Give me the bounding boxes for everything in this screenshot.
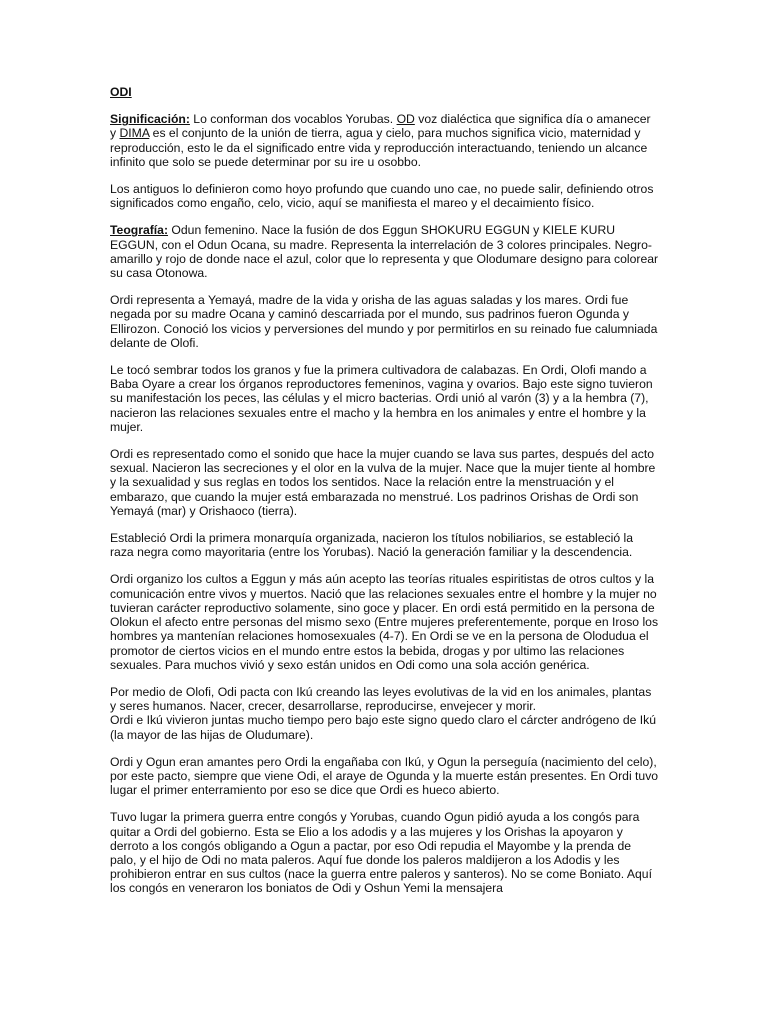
teografia-text: Odun femenino. Nace la fusión de dos Eggun SHOKURU EGGUN y KIELE KURU EGGUN, con el Odun Ocana, su madre. Representa la interrelación de 3 colores principales. Negro-amarillo y rojo de donde nace el azul, color que lo representa y que Olodumare designo para colorear su casa Otonowa. bbox=[110, 223, 659, 281]
significacion-word-dima: DIMA bbox=[119, 126, 150, 141]
document-title: ODI bbox=[110, 85, 132, 99]
paragraph-ogun: Ordi y Ogun eran amantes pero Ordi la engañaba con Ikú, y Ogun la perseguía (nacimiento del celo), por este pacto, siempre que viene Odi, el araye de Ogunda y la muerte están presentes. En Ordi tuvo lugar el primer enterramiento por eso se dice que Ordi es hueco abierto. bbox=[110, 754, 659, 798]
paragraph-granos: Le tocó sembrar todos los granos y fue la primera cultivadora de calabazas. En Ordi, Olofi mando a Baba Oyare a crear los órganos reproductores femeninos, vagina y ovarios. Bajo este signo tuvieron su manifestación los peces, las células y el micro bacterias. Ordi unió al varón (3) y a la hembra (7), nacieron las relaciones sexuales entre el macho y la hembra en los animales y entre el hombre y la mujer. bbox=[110, 363, 653, 434]
paragraph-cultos-eggun: Ordi organizo los cultos a Eggun y más aún acepto las teorías rituales espiritistas de otros cultos y la comunicación entre vivos y muertos. Nació que las relaciones sexuales entre el hombre y la mujer no tuvieran carácter reproductivo solamente, sino goce y placer. En ordi está permitido en la persona de Olokun el afecto entre personas del mismo sexo (Entre mujeres preferentemente, porque en Iroso los hombres ya mantenían relaciones homosexuales (4-7). En Ordi se ve en la persona de Olodudua el promotor de ciertos vicios en el mundo entre estos la bebida, drogas y por ultimo las relaciones sexuales. Para muchos vivió y sexo están unidos en Odi como una sola acción genérica. bbox=[110, 572, 659, 672]
paragraph-olofi-iku bbox=[110, 685, 660, 742]
document-page bbox=[110, 85, 660, 909]
significacion-word-od: OD bbox=[396, 112, 415, 127]
paragraph-antiguos: Los antiguos lo definieron como hoyo profundo que cuando uno cae, no puede salir, definiendo otros significados como engaño, celo, vicio, aquí se manifiesta el mareo y el decaimiento físico. bbox=[110, 182, 654, 211]
paragraph-significacion bbox=[110, 112, 660, 169]
significacion-label: Significación: bbox=[110, 112, 190, 127]
teografia-label: Teografía: bbox=[110, 223, 169, 238]
olofi-iku-line-1: Por medio de Olofi, Odi pacta con Ikú creando las leyes evolutivas de la vid en los animales, plantas y seres humanos. Nacer, crecer, desarrollarse, reproducirse, envejecer y morir. bbox=[110, 684, 652, 714]
paragraph-yemaya: Ordi representa a Yemayá, madre de la vida y orisha de las aguas saladas y los mares. Ordi fue negada por su madre Ocana y caminó descarriada por el mundo, sus padrinos fueron Ogunda y Ellirozon. Conoció los vicios y perversiones del mundo y por permitirlos en su reinado fue calumniada delante de Olofi. bbox=[110, 293, 658, 350]
paragraph-guerra: Tuvo lugar la primera guerra entre congós y Yorubas, cuando Ogun pidió ayuda a los congós para quitar a Ordi del gobierno. Esta se Elio a los adodis y a las mujeres y los Orishas la apoyaron y derroto a los congós obligando a Ogun a pactar, por eso Odi repudia el Mayombe y la prenda de palo, y el hijo de Odi no mata paleros. Aquí fue donde los paleros maldijeron a los Adodis y les prohibieron entrar en sus cultos (nace la guerra entre paleros y santeros). No se come Boniato. Aquí los congós en veneraron los boniatos de Odi y Oshun Yemi la mensajera bbox=[110, 810, 652, 896]
significacion-text-3: es el conjunto de la unión de tierra, agua y cielo, para muchos significa vicio, maternidad y reproducción, esto le da el significado entre vida y reproducción interactuando, teniendo un alcance infinito que solo se puede determinar por su ire u osobbo. bbox=[110, 126, 648, 169]
paragraph-monarquia: Estableció Ordi la primera monarquía organizada, nacieron los títulos nobiliarios, se estableció la raza negra como mayoritaria (entre los Yorubas). Nació la generación familiar y la descendencia. bbox=[110, 531, 633, 560]
paragraph-teografia bbox=[110, 223, 660, 280]
significacion-text-1: Lo conforman dos vocablos Yorubas. bbox=[189, 112, 397, 127]
significacion-text-2: voz dialéctica que significa día o amanecer y bbox=[110, 112, 651, 141]
olofi-iku-line-2: Ordi e Ikú vivieron juntas mucho tiempo pero bajo este signo quedo claro el cárcter andrógeno de Ikú (la mayor de las hijas de Oludumare). bbox=[110, 713, 657, 742]
paragraph-sonido: Ordi es representado como el sonido que hace la mujer cuando se lava sus partes, después del acto sexual. Nacieron las secreciones y el olor en la vulva de la mujer. Nace que la mujer tiente al hombre y la sexualidad y sus reglas en todos los sentidos. Nace la relación entre la menstruación y el embarazo, que cuando la mujer está embarazada no menstrué. Los padrinos Orishas de Ordi son Yemayá (mar) y Orishaoco (tierra). bbox=[110, 447, 656, 518]
